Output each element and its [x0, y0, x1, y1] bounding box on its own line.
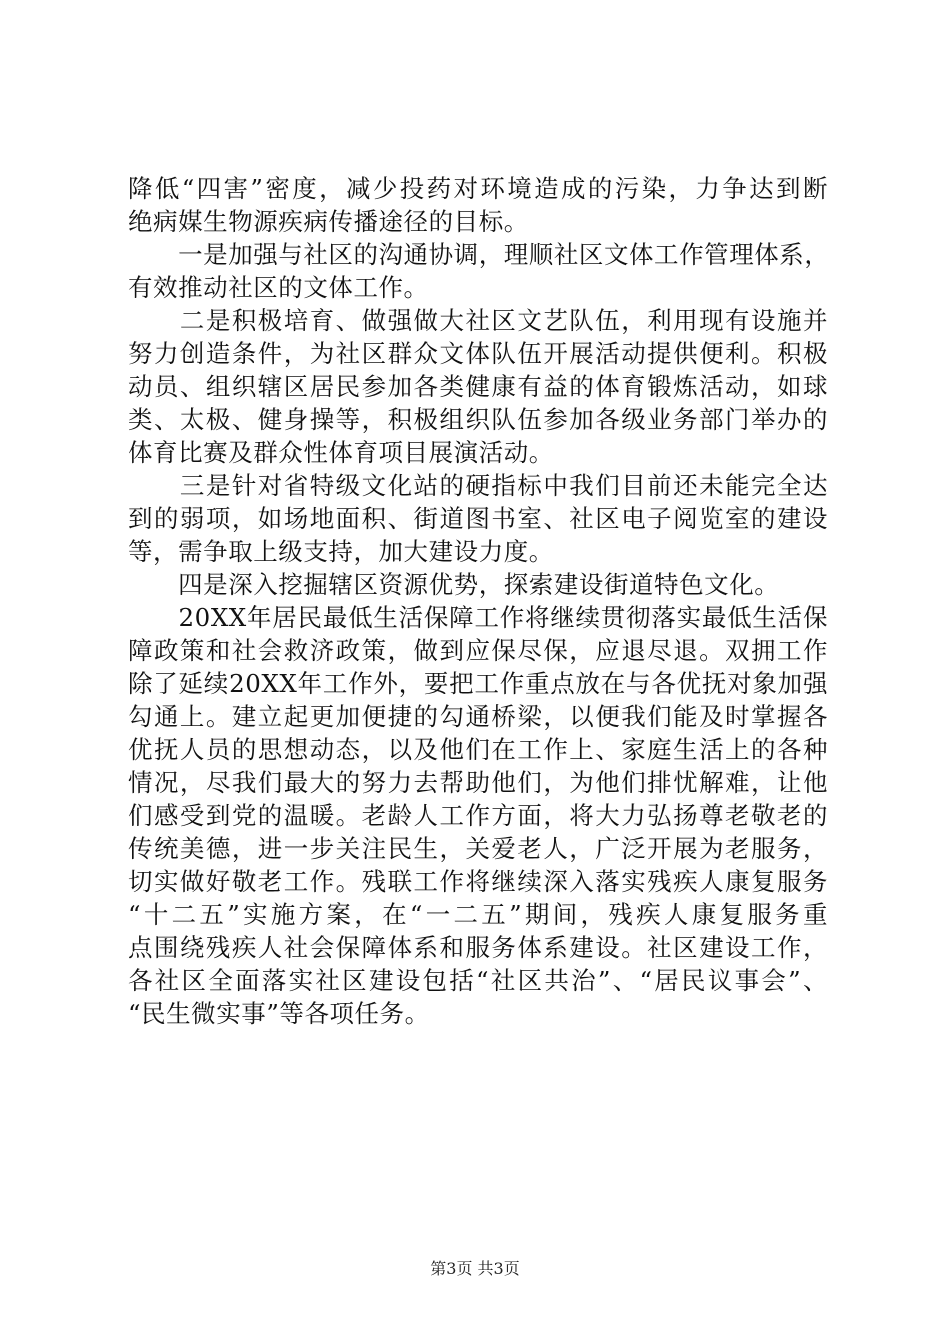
- text-line: 切实做好敬老工作。残联工作将继续深入落实残疾人康复服务: [128, 867, 828, 896]
- text-line: 四是深入挖掘辖区资源优势，探索建设街道特色文化。: [128, 570, 780, 599]
- text-line: 降低“四害”密度，减少投药对环境造成的污染，力争达到断: [128, 174, 828, 203]
- text-line: 勾通上。建立起更加便捷的勾通桥梁，以便我们能及时掌握各: [128, 702, 828, 731]
- text-line: 动员、组织辖区居民参加各类健康有益的体育锻炼活动，如球: [128, 372, 828, 401]
- page-number-footer: 第3页 共3页: [430, 1259, 520, 1278]
- text-line: 障政策和社会救济政策，做到应保尽保，应退尽退。双拥工作: [128, 636, 828, 665]
- text-line: 除了延续20XX年工作外，要把工作重点放在与各优抚对象加强: [128, 669, 828, 698]
- text-line: 情况，尽我们最大的努力去帮助他们，为他们排忧解难，让他: [128, 768, 828, 797]
- text-line: 20XX年居民最低生活保障工作将继续贯彻落实最低生活保: [128, 603, 828, 632]
- text-line: 传统美德，进一步关注民生，关爱老人，广泛开展为老服务，: [128, 834, 828, 863]
- text-line: 一是加强与社区的沟通协调，理顺社区文体工作管理体系，: [128, 240, 830, 269]
- text-line: 点围绕残疾人社会保障体系和服务体系建设。社区建设工作，: [128, 933, 828, 962]
- text-line: 绝病媒生物源疾病传播途径的目标。: [128, 207, 529, 236]
- text-line: 们感受到党的温暖。老龄人工作方面，将大力弘扬尊老敬老的: [128, 801, 828, 830]
- text-line: 三是针对省特级文化站的硬指标中我们目前还未能完全达: [128, 471, 828, 500]
- text-line: 类、太极、健身操等，积极组织队伍参加各级业务部门举办的: [128, 405, 828, 434]
- document-body: [128, 172, 828, 1030]
- text-line: “民生微实事”等各项任务。: [128, 999, 430, 1028]
- text-line: 努力创造条件，为社区群众文体队伍开展活动提供便利。积极: [128, 339, 828, 368]
- text-line: 优抚人员的思想动态，以及他们在工作上、家庭生活上的各种: [128, 735, 828, 764]
- text-line: 各社区全面落实社区建设包括“社区共治”、“居民议事会”、: [128, 966, 828, 995]
- text-line: “十二五”实施方案，在“一二五”期间，残疾人康复服务重: [128, 900, 828, 929]
- text-line: 有效推动社区的文体工作。: [128, 273, 429, 302]
- text-line: 等，需争取上级支持，加大建设力度。: [128, 537, 554, 566]
- text-line: 二是积极培育、做强做大社区文艺队伍，利用现有设施并: [128, 306, 828, 335]
- text-line: 体育比赛及群众性体育项目展演活动。: [128, 438, 554, 467]
- text-line: 到的弱项，如场地面积、街道图书室、社区电子阅览室的建设: [128, 504, 828, 533]
